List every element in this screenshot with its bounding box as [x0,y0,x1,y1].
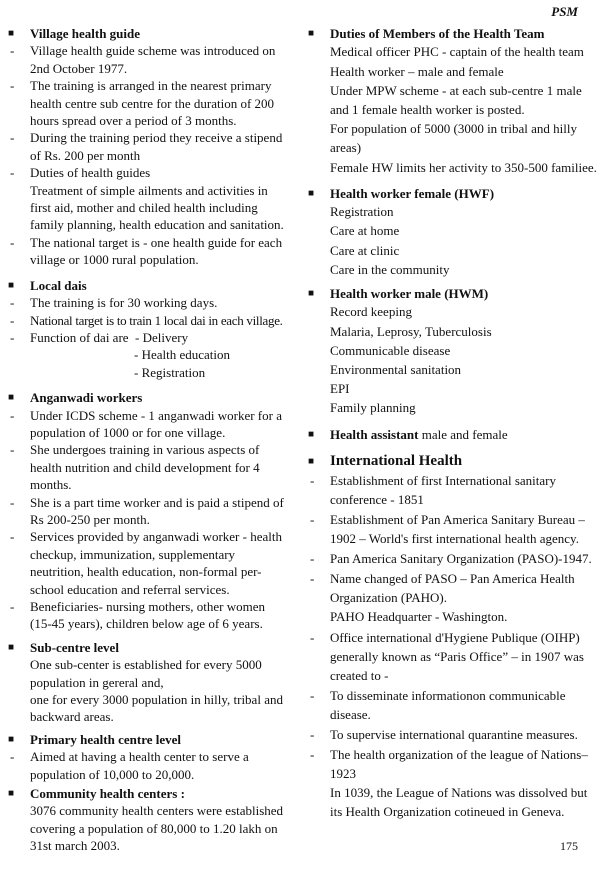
text-line: Care at home [330,223,400,239]
right-column [306,22,598,821]
list-item: - The health organization of the league of Nations– 1923 [310,746,588,781]
sub-item: - Health education [134,347,231,363]
left-column [6,22,288,855]
list-item: - National target is to train 1 local dai in each village. [10,312,283,328]
square-bullet-icon: ■ [8,788,15,800]
paragraph: In 1039, the League of Nations was dissolved but its Health Organization cotineued in Geneva. [330,784,588,819]
list-item: - The training is for 30 working days. [10,295,218,311]
list-item: - Aimed at having a health center to serve a population of 10,000 to 20,000. [10,749,249,782]
text-line: PAHO Headquarter - Washington. [330,609,508,625]
text-line: Registration [330,204,394,220]
text-line: Under MPW scheme - at each sub-centre 1 male and 1 female health worker is posted. [330,82,582,118]
list-item: - Establishment of Pan America Sanitary Bureau – 1902 – World's first international health agency. [310,512,585,547]
paragraph: 3076 community health centers were established covering a population of 80,000 to 1.20 lakh on 31st march 2003. [30,803,284,854]
text-line: Family planning [330,400,416,416]
section-title: Sub-centre level [30,639,119,655]
section-title: Health assistant [330,426,419,442]
sub-item: - Registration [134,364,206,380]
section-health-worker-male [306,285,598,302]
square-bullet-icon: ■ [8,279,15,291]
text-line: Communicable disease [330,342,451,358]
text-line: Malaria, Leprosy, Tuberculosis [330,323,492,339]
section-title: Duties of Members of the Health Team [330,26,545,41]
list-item: - To supervise international quarantine measures. [310,726,578,742]
text-line: Record keeping [330,304,412,320]
paragraph: one for every 3000 population in hilly, tribal and backward areas. [30,692,283,725]
list-item: - Office international d'Hygiene Publique (OIHP) generally known as “Paris Office” – in 1907 was created to - [310,629,584,683]
square-bullet-icon: ■ [8,28,15,39]
square-bullet-icon: ■ [8,392,15,404]
page-number: 175 [560,839,578,853]
running-header: PSM [551,4,578,19]
list-item: - During the training period they receive a stipend of Rs. 200 per month [10,130,283,163]
section-title: Anganwadi workers [30,390,143,406]
text-line: EPI [330,381,350,397]
list-item: - Establishment of first International sanitary conference - 1851 [310,473,556,508]
section-title: Local dais [30,277,87,293]
section-title: Health worker male (HWM) [330,286,489,302]
paragraph: One sub-center is established for every 5000 population in gereral and, [30,657,262,690]
square-bullet-icon: ■ [8,733,15,745]
section-international-health [306,453,598,470]
section-sub-centre-level [6,639,288,656]
section-health-worker-female [306,185,598,202]
section-anganwadi-workers [6,389,288,406]
section-primary-health-centre [6,731,288,748]
list-item: - She undergoes training in various aspects of health nutrition and child development for 4 months. [10,442,260,493]
square-bullet-icon: ■ [308,187,315,199]
list-item: - Pan America Sanitary Organization (PASO)-1947. [310,551,592,567]
section-title: Primary health centre level [30,731,182,747]
list-item: - The training is arranged in the nearest primary health centre sub centre for the duration of 200 hours spread over a period of 3 months. [10,78,275,129]
list-item: - Name changed of PASO – Pan America Health Organization (PAHO). [310,571,575,606]
list-item: - Duties of health guides [10,165,151,181]
section-local-dais [6,277,288,294]
square-bullet-icon: ■ [308,456,315,468]
square-bullet-icon: ■ [308,288,315,300]
list-item: - Function of dai are - Delivery [10,329,189,345]
square-bullet-icon: ■ [8,641,15,653]
text-line: Care at clinic [330,242,400,258]
text-line: Health worker – male and female [330,63,504,79]
list-item: - She is a part time worker and is paid a stipend of Rs 200-250 per month. [10,494,284,527]
text-line: Medical officer PHC - captain of the health team [330,44,584,60]
section-duties-health-team [306,25,598,42]
section-title: International Health [330,453,463,470]
text-line: For population of 5000 (3000 in tribal and hilly areas) [330,121,577,156]
section-subtitle: male and female [421,426,508,442]
square-bullet-icon: ■ [308,428,315,440]
list-item: - Under ICDS scheme - 1 anganwadi worker for a population of 1000 or for one village. [10,407,282,440]
list-item: - Services provided by anganwadi worker - health checkup, immunization, supplementary neutrition, health education, non-formal per-school education and referral services. [10,529,282,597]
section-community-health-centers [6,785,288,802]
list-item: - The national target is - one health guide for each village or 1000 rural population. [10,234,283,268]
text-line: Environmental sanitation [330,362,462,378]
square-bullet-icon: ■ [308,28,315,39]
text-line: Female HW limits her activity to 350-500 familiee. [330,159,597,175]
list-item: - To disseminate informationon communicable disease. [310,687,566,722]
section-title: Village health guide [30,26,141,41]
section-health-assistant [306,426,598,443]
section-title: Community health centers : [30,786,185,802]
list-item: - Village health guide scheme was introduced on 2nd October 1977. [10,43,276,76]
text-line: Care in the community [330,261,450,277]
section-village-health-guide [6,25,288,42]
section-title: Health worker female (HWF) [330,185,495,201]
paragraph: Treatment of simple ailments and activities in first aid, mother and chiled health including family planning, health education and sanitation. [30,182,284,233]
list-item: - Beneficiaries- nursing mothers, other women (15-45 years), children below age of 6 years. [10,599,266,632]
